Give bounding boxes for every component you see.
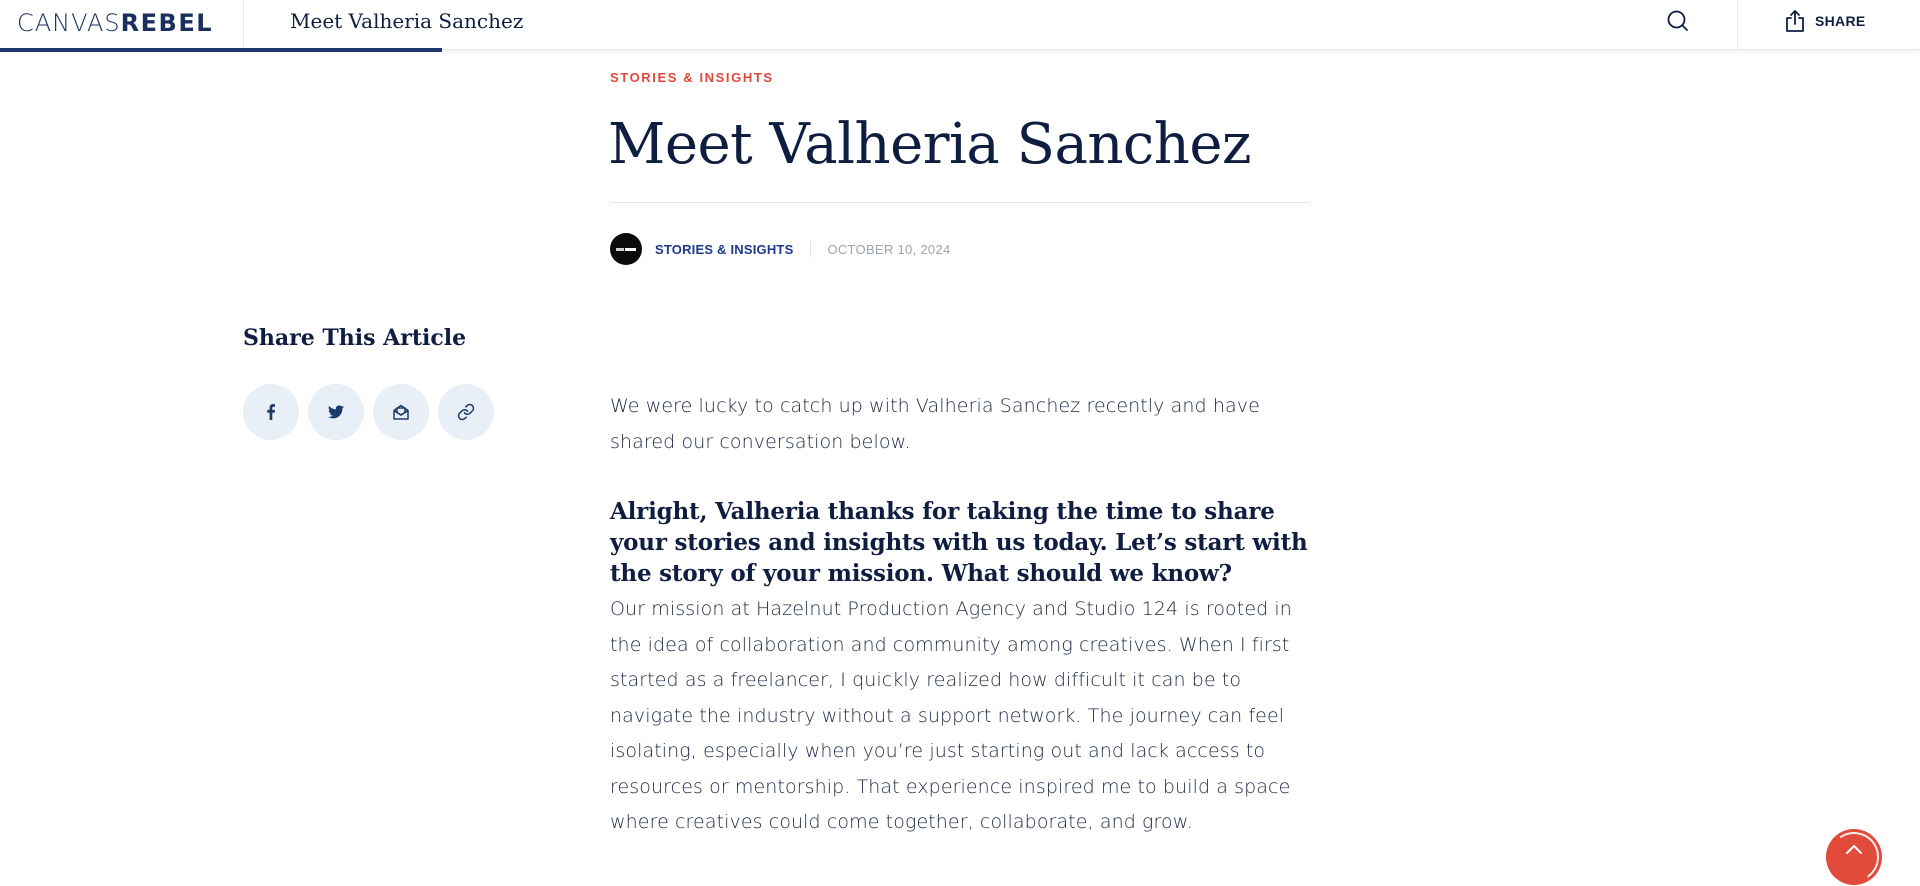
back-to-top-button[interactable]	[1826, 829, 1882, 885]
avatar-logo-mark	[616, 248, 636, 251]
interview-question: Alright, Valheria thanks for taking the time to share your stories and insights with us today. Let’s start with the story of your mission. What should we know?	[610, 498, 1308, 587]
article-body	[610, 389, 1310, 841]
header-divider-right	[1737, 0, 1738, 50]
logo-text-bold: REBEL	[120, 9, 214, 37]
share-label: SHARE	[1815, 13, 1866, 29]
logo-text-thin: CANVAS	[17, 9, 121, 37]
header-divider	[243, 0, 244, 50]
share-article-heading: Share This Article	[243, 325, 467, 351]
share-buttons	[243, 384, 494, 440]
search-icon	[1666, 9, 1690, 33]
site-logo[interactable]	[17, 8, 213, 38]
article-intro: We were lucky to catch up with Valheria Sanchez recently and have shared our conversation below.	[610, 395, 1260, 453]
share-facebook-button[interactable]	[243, 384, 299, 440]
share-button-header[interactable]	[1785, 6, 1866, 36]
share-upload-icon	[1785, 9, 1805, 33]
byline-author-link[interactable]: STORIES & INSIGHTS	[655, 241, 794, 257]
title-divider	[610, 202, 1310, 203]
reading-progress-fill	[0, 48, 442, 52]
author-avatar[interactable]	[610, 233, 642, 265]
byline-separator	[810, 241, 811, 257]
article-byline	[610, 233, 951, 265]
site-header	[0, 0, 1920, 50]
mail-icon	[392, 403, 410, 421]
facebook-icon	[263, 404, 279, 420]
chevron-up-icon	[1845, 843, 1863, 855]
search-button[interactable]	[1664, 7, 1692, 35]
link-icon	[457, 403, 475, 421]
reading-progress-bar	[0, 48, 1920, 52]
copy-link-button[interactable]	[438, 384, 494, 440]
publish-date: OCTOBER 10, 2024	[827, 241, 951, 257]
share-email-button[interactable]	[373, 384, 429, 440]
interview-answer: Our mission at Hazelnut Production Agency and Studio 124 is rooted in the idea of collaboration and community among creatives. When I first started as a freelancer, I quickly realized how difficult it can be to navigate the industry without a support network. The journey can feel isolating, especially when you’re just starting out and lack access to resources or mentorship. That experience inspired me to build a space where creatives could come together, collaborate, and grow.	[610, 598, 1292, 833]
header-article-title: Meet Valheria Sanchez	[290, 9, 524, 33]
article-category-link[interactable]: STORIES & INSIGHTS	[610, 70, 774, 85]
share-twitter-button[interactable]	[308, 384, 364, 440]
article-title: Meet Valheria Sanchez	[608, 112, 1251, 177]
twitter-icon	[328, 405, 344, 419]
